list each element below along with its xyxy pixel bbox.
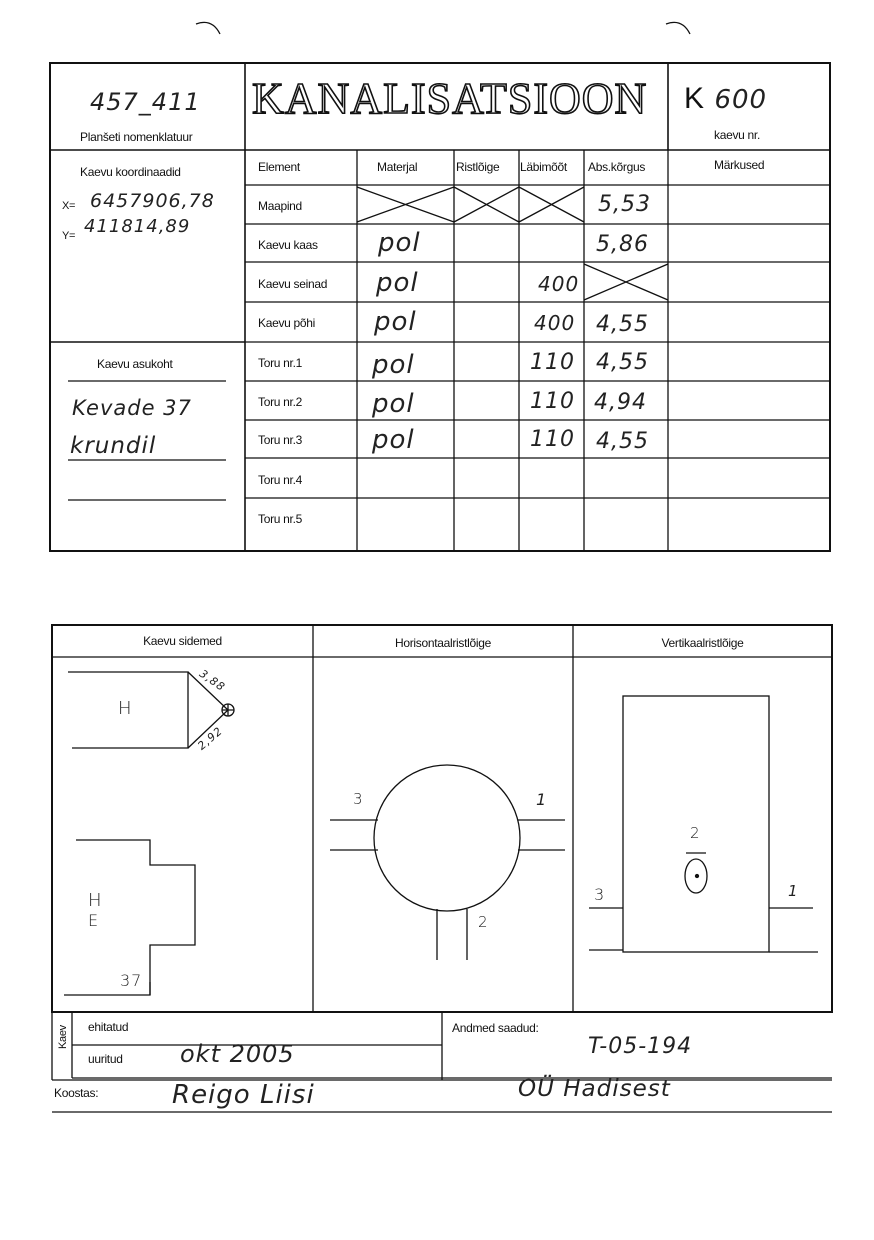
company-value: OÜ Hadisest (518, 1076, 671, 1102)
pipe-label: 2 (690, 824, 701, 842)
location-label: Kaevu asukoht (97, 357, 173, 371)
row-element: Toru nr.4 (258, 473, 302, 487)
footer-lines (52, 1012, 832, 1112)
row-labimoot: 110 (530, 350, 575, 375)
kaev-label: Kaev (57, 1025, 69, 1049)
uuritud-label: uuritud (88, 1052, 123, 1066)
col-header-materjal: Materjal (377, 160, 418, 174)
drawings-border (52, 625, 832, 1012)
drawing-header-horizontal: Horisontaalristlõige (394, 636, 492, 650)
col-header-ristloige: Ristlõige (456, 160, 500, 174)
house-label-sub: E (88, 911, 100, 930)
house-label: H (118, 698, 133, 719)
house-label: H (88, 890, 103, 911)
row-labimoot: 400 (534, 311, 576, 335)
row-element: Maapind (258, 199, 302, 213)
row-element: Kaevu kaas (258, 238, 318, 252)
koostas-value: Reigo Liisi (172, 1080, 315, 1110)
row-abs: 4,55 (596, 429, 649, 454)
col-header-element: Element (258, 160, 300, 174)
row-element: Toru nr.5 (258, 512, 302, 526)
row-materjal: pol (372, 389, 415, 419)
row-abs: 4,94 (594, 390, 647, 415)
location-line-2: krundil (70, 433, 157, 459)
uuritud-value: okt 2005 (180, 1040, 295, 1068)
row-abs: 5,53 (598, 192, 651, 217)
row-labimoot: 110 (530, 427, 575, 452)
row-materjal: pol (378, 228, 421, 258)
row-labimoot: 110 (530, 389, 575, 414)
pipe-label: 3 (594, 885, 606, 904)
row-element: Toru nr.3 (258, 433, 302, 447)
row-labimoot: 400 (538, 272, 580, 296)
pipe-label: 1 (788, 882, 799, 900)
row-materjal: pol (372, 350, 415, 380)
col-header-labimoot: Läbimõõt (520, 160, 567, 174)
well-code-letter: K (684, 82, 705, 115)
horizontal-section (330, 765, 565, 960)
row-abs: 4,55 (596, 312, 649, 337)
location-line-1: Kevade 37 (72, 396, 192, 420)
koostas-label: Koostas: (54, 1086, 99, 1100)
binder-hole-right (666, 22, 690, 34)
row-abs: 5,86 (596, 232, 649, 257)
row-element: Kaevu seinad (258, 277, 328, 291)
andmed-label: Andmed saadud: (452, 1021, 539, 1035)
row-element: Toru nr.1 (258, 356, 302, 370)
vertical-section (589, 696, 818, 952)
well-code-number: 600 (714, 85, 768, 115)
ehitatud-label: ehitatud (88, 1020, 129, 1034)
row-element: Toru nr.2 (258, 395, 302, 409)
y-coordinate: 411814,89 (84, 216, 191, 237)
well-nr-label: kaevu nr. (714, 128, 760, 142)
x-coordinate: 6457906,78 (90, 190, 215, 212)
coordinates-label: Kaevu koordinaadid (80, 165, 181, 179)
row-materjal: pol (376, 268, 419, 298)
drawing-header-sidemed: Kaevu sidemed (143, 634, 222, 648)
pipe-label: 3 (353, 790, 364, 808)
pipe-label: 1 (536, 790, 548, 809)
y-prefix: Y= (62, 230, 76, 242)
row-element: Kaevu põhi (258, 316, 316, 330)
pipe-label: 2 (478, 913, 489, 931)
distance-label: 3,88 (196, 667, 228, 694)
andmed-value: T-05-194 (588, 1034, 693, 1059)
x-prefix: X= (62, 200, 76, 212)
row-abs: 4,55 (596, 350, 649, 375)
drawing-header-vertical: Vertikaalristlõige (661, 636, 744, 650)
nomenclature-label: Planšeti nomenklatuur (80, 130, 193, 144)
distance-label: 2,92 (195, 724, 226, 753)
house-number: 37 (120, 971, 143, 990)
nomenclature-value: 457_411 (90, 88, 201, 116)
page-title: KANALISATSIOON (252, 74, 648, 123)
binder-hole-left (196, 22, 220, 34)
col-header-abs: Abs.kõrgus (588, 160, 646, 174)
well-code (684, 82, 767, 116)
row-materjal: pol (372, 425, 415, 455)
col-header-markused: Märkused (714, 158, 765, 172)
row-materjal: pol (374, 307, 417, 337)
